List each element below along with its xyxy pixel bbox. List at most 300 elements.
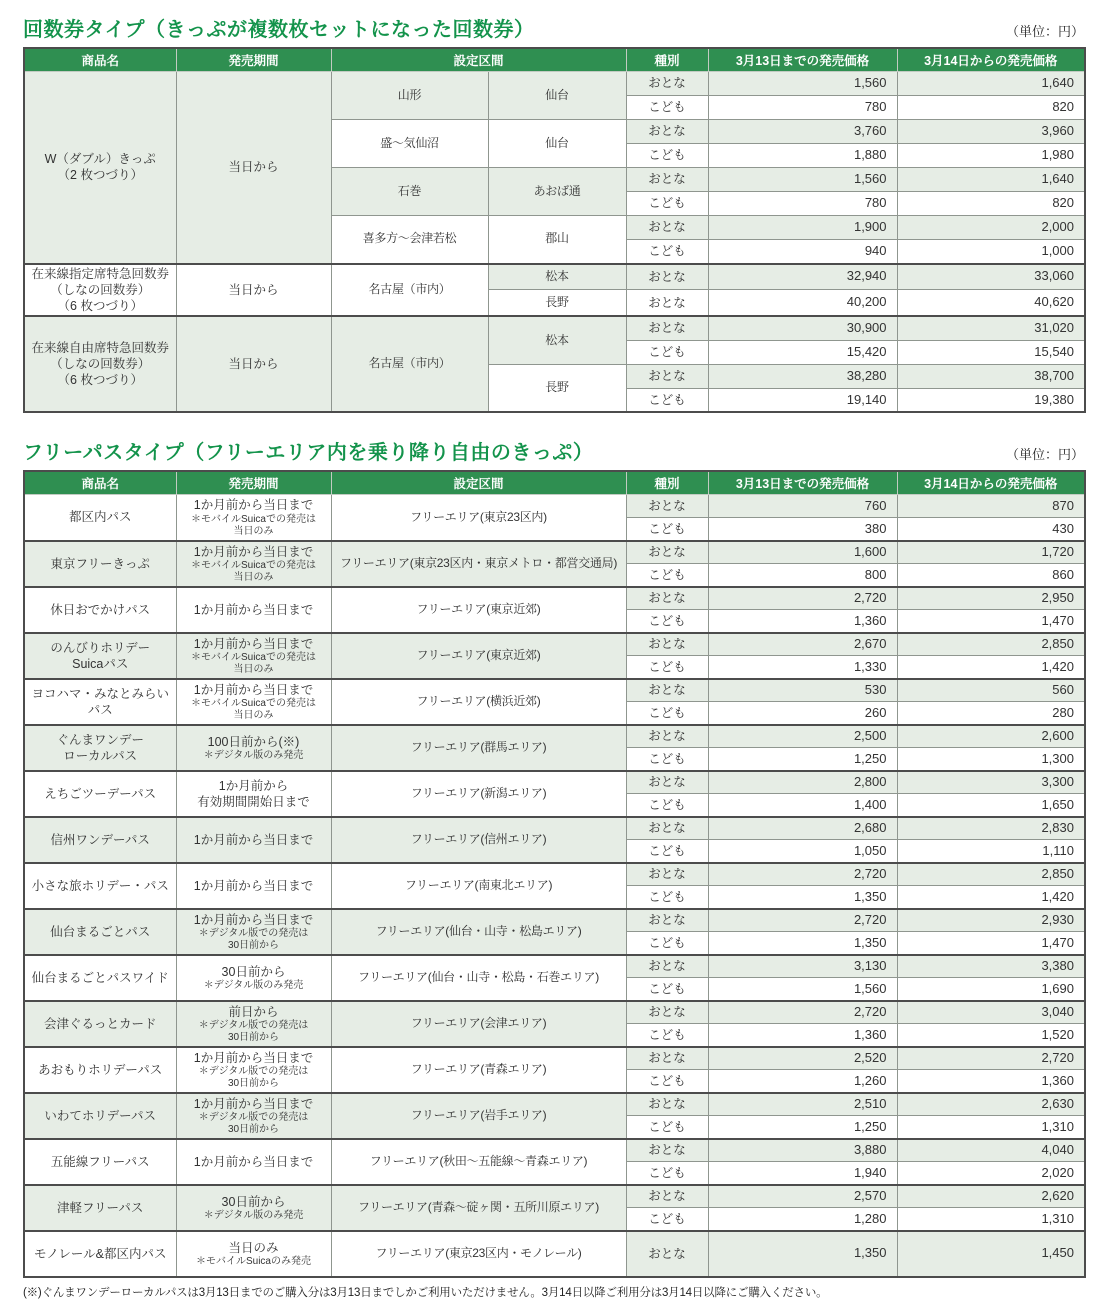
passenger-type-cell-text: おとな [648,172,686,187]
price-until-mar13-cell [708,794,897,817]
area-to-cell [488,290,626,316]
area-to-cell [488,120,626,168]
price-from-mar14-cell [897,863,1085,886]
price-until-mar13-cell [708,656,897,679]
price-from-mar14-cell [897,541,1085,564]
free-area-cell [331,771,626,817]
passenger-type-cell-text: こども [648,659,686,674]
passenger-type-cell [626,771,708,794]
free-area-cell-text: フリーエリア(群馬エリア) [410,739,547,754]
sale-period-cell-text: 1か月前から当日まで [193,682,314,697]
price-until-mar13-cell-text: 1,600 [853,544,887,560]
price-until-mar13-cell-text: 1,560 [853,171,887,187]
product-name-cell-text: のんびりホリデー [50,640,151,655]
price-from-mar14-cell-text: 1,520 [1041,1026,1074,1042]
price-until-mar13-cell-text: 1,360 [853,612,887,628]
passenger-type-cell [626,192,708,216]
price-from-mar14-cell [897,1116,1085,1139]
passenger-type-cell-text: おとな [648,867,686,882]
product-name-cell-text: パス [87,702,113,717]
product-name-cell [24,587,176,633]
price-from-mar14-cell [897,240,1085,264]
area-to-cell-text: 長野 [545,380,569,395]
passenger-type-cell [626,1024,708,1047]
price-until-mar13-cell [708,771,897,794]
price-from-mar14-cell-text: 1,690 [1041,980,1074,996]
price-from-mar14-cell-text: 1,420 [1041,658,1074,674]
column-header: 3月14日からの発売価格 [897,48,1085,72]
free-area-cell [331,1185,626,1231]
product-name-cell-text: モノレール&都区内パス [34,1246,167,1261]
price-until-mar13-cell [708,1185,897,1208]
passenger-type-cell [626,168,708,192]
price-from-mar14-cell [897,656,1085,679]
sale-period-cell-text: 100日前から(※) [207,734,300,749]
column-header: 発売期間 [176,471,331,495]
passenger-type-cell [626,240,708,264]
price-until-mar13-cell-text: 3,880 [853,1142,887,1158]
price-from-mar14-cell-text: 1,720 [1041,544,1074,560]
sale-period-cell-text: 有効期間開始日まで [197,794,310,809]
passenger-type-cell-text: おとな [648,1005,686,1020]
passenger-type-cell-text: おとな [648,683,686,698]
passenger-type-cell [626,1047,708,1070]
passenger-type-cell [626,1070,708,1093]
area-to-cell-text: あおば通 [533,183,581,198]
sale-period-cell-text: 当日から [228,282,279,297]
product-name-cell [24,1231,176,1277]
price-until-mar13-cell [708,978,897,1001]
price-until-mar13-cell-text: 2,570 [853,1188,887,1204]
passenger-type-cell-text: おとな [648,637,686,652]
price-until-mar13-cell [708,564,897,587]
price-until-mar13-cell-text: 1,280 [853,1210,887,1226]
passenger-type-cell-text: こども [648,981,686,996]
period-note: ＊モバイルSuicaでの発売は [190,651,316,663]
price-from-mar14-cell-text: 1,470 [1041,934,1074,950]
passenger-type-cell [626,120,708,144]
passenger-type-cell [626,909,708,932]
coupon-table-head [24,48,1085,72]
price-until-mar13-cell-text: 1,260 [853,1072,887,1088]
price-until-mar13-cell [708,610,897,633]
price-until-mar13-cell [708,216,897,240]
column-header: 設定区間 [331,48,626,72]
passenger-type-cell-text: おとな [648,76,686,91]
price-from-mar14-cell-text: 1,000 [1041,242,1075,258]
passenger-type-cell [626,216,708,240]
price-until-mar13-cell-text: 1,350 [853,1245,887,1261]
price-until-mar13-cell [708,264,897,290]
passenger-type-cell-text: おとな [648,220,686,235]
passenger-type-cell [626,144,708,168]
area-to-cell [488,216,626,264]
passenger-type-cell [626,316,708,340]
period-note: ＊デジタル版のみ発売 [203,749,304,761]
free-area-cell [331,863,626,909]
passenger-type-cell [626,1139,708,1162]
period-note: 当日のみ [233,525,274,537]
area-from-cell-text: 山形 [397,87,422,102]
area-to-cell [488,264,626,290]
product-name-cell [24,771,176,817]
price-until-mar13-cell [708,817,897,840]
price-from-mar14-cell-text: 1,980 [1041,147,1075,163]
price-from-mar14-cell-text: 560 [1052,682,1074,698]
price-from-mar14-cell-text: 1,650 [1041,796,1074,812]
free-area-cell [331,633,626,679]
price-until-mar13-cell [708,725,897,748]
price-from-mar14-cell [897,192,1085,216]
price-from-mar14-cell-text: 3,040 [1041,1004,1074,1020]
price-until-mar13-cell [708,748,897,771]
sale-period-cell [176,1047,331,1093]
product-name-cell [24,72,176,264]
table-row [24,1093,1085,1116]
sale-period-cell-text: 前日から [228,1004,279,1019]
area-from-cell-text: 石巻 [397,183,422,198]
column-header: 種別 [626,471,708,495]
table-row [24,955,1085,978]
sale-period-cell-text: 1か月前から当日まで [193,1154,314,1169]
sale-period-cell [176,1001,331,1047]
header-row [24,471,1085,495]
price-from-mar14-cell [897,564,1085,587]
free-area-cell [331,1139,626,1185]
price-until-mar13-cell [708,72,897,96]
period-note: 30日前から [227,1123,280,1135]
price-from-mar14-cell [897,1231,1085,1277]
passenger-type-cell-text: こども [648,244,686,259]
price-from-mar14-cell [897,1208,1085,1231]
passenger-type-cell [626,96,708,120]
price-from-mar14-cell [897,587,1085,610]
sale-period-cell [176,1139,331,1185]
sale-period-cell-text: 1か月前から当日まで [193,544,314,559]
sale-period-cell [176,1231,331,1277]
price-until-mar13-cell-text: 780 [864,195,887,211]
price-from-mar14-cell-text: 2,020 [1041,1164,1074,1180]
passenger-type-cell [626,633,708,656]
area-to-cell-text: 松本 [545,269,569,284]
price-from-mar14-cell [897,495,1085,518]
passenger-type-cell [626,817,708,840]
product-name-cell [24,1093,176,1139]
price-until-mar13-cell [708,240,897,264]
free-area-cell [331,679,626,725]
passenger-type-cell-text: こども [648,889,686,904]
area-from-cell-text: 盛～気仙沼 [380,135,439,150]
price-from-mar14-cell [897,72,1085,96]
sale-period-cell-text: 30日前から [221,964,286,979]
product-name-cell-text: 休日おでかけパス [50,602,151,617]
area-to-cell-text: 仙台 [545,135,569,150]
product-name-cell-text: （2 枚つづり） [57,168,143,183]
column-header: 商品名 [24,48,176,72]
passenger-type-cell-text: こども [648,843,686,858]
price-from-mar14-cell-text: 1,360 [1041,1072,1074,1088]
price-from-mar14-cell-text: 1,420 [1041,888,1074,904]
free-area-cell-text: フリーエリア(岩手エリア) [410,1107,547,1122]
passenger-type-cell [626,725,708,748]
price-from-mar14-cell [897,264,1085,290]
price-until-mar13-cell-text: 1,400 [853,796,887,812]
free-area-cell [331,725,626,771]
product-name-cell-text: 東京フリーきっぷ [50,556,150,571]
passenger-type-cell [626,656,708,679]
product-name-cell [24,316,176,412]
price-from-mar14-cell-text: 2,930 [1041,912,1074,928]
price-until-mar13-cell-text: 760 [864,497,887,513]
passenger-type-cell [626,518,708,541]
price-until-mar13-cell [708,679,897,702]
product-name-cell [24,955,176,1001]
sale-period-cell-text: 30日前から [221,1194,286,1209]
price-until-mar13-cell-text: 380 [864,520,887,536]
price-until-mar13-cell [708,932,897,955]
price-until-mar13-cell-text: 1,880 [853,147,887,163]
price-from-mar14-cell-text: 1,310 [1041,1210,1074,1226]
price-from-mar14-cell [897,771,1085,794]
passenger-type-cell [626,495,708,518]
passenger-type-cell [626,1185,708,1208]
free-area-cell-text: フリーエリア(東京近郊) [416,647,541,662]
period-note: ＊モバイルSuicaでの発売は [190,697,316,709]
table-row [24,1185,1085,1208]
price-from-mar14-cell [897,932,1085,955]
sale-period-cell [176,1093,331,1139]
free-area-cell [331,817,626,863]
free-area-cell-text: フリーエリア(東京23区内) [410,509,547,524]
price-from-mar14-cell [897,840,1085,863]
column-header: 商品名 [24,471,176,495]
price-until-mar13-cell-text: 2,520 [853,1050,887,1066]
price-until-mar13-cell [708,541,897,564]
table-row [24,264,1085,290]
coupon-table-body [24,72,1085,413]
passenger-type-cell [626,1231,708,1277]
passenger-type-cell [626,264,708,290]
free-area-cell-text: フリーエリア(会津エリア) [410,1015,547,1030]
period-note: ＊デジタル版での発売は [198,1111,309,1123]
passenger-type-cell [626,610,708,633]
price-until-mar13-cell [708,1162,897,1185]
free-area-cell-text: フリーエリア(秋田～五能線～青森エリア) [369,1153,588,1168]
header-row [24,48,1085,72]
price-from-mar14-cell [897,1093,1085,1116]
product-name-cell [24,863,176,909]
price-until-mar13-cell [708,702,897,725]
price-until-mar13-cell-text: 1,250 [853,1118,887,1134]
column-header: 3月13日までの発売価格 [708,471,897,495]
price-from-mar14-cell-text: 820 [1052,195,1075,211]
price-from-mar14-cell-text: 3,960 [1041,123,1075,139]
table-row [24,72,1085,96]
product-name-cell [24,495,176,541]
passenger-type-cell-text: おとな [648,1143,686,1158]
sale-period-cell-text: 1か月前から当日まで [193,878,314,893]
passenger-type-cell [626,932,708,955]
passenger-type-cell [626,1162,708,1185]
price-from-mar14-cell-text: 1,110 [1042,842,1074,858]
product-name-cell [24,633,176,679]
price-until-mar13-cell-text: 40,200 [846,294,887,310]
passenger-type-cell-text: こども [648,1073,686,1088]
area-from-cell [331,264,488,317]
free-area-cell-text: フリーエリア(東京23区内・東京メトロ・都営交通局) [339,555,618,570]
price-until-mar13-cell [708,388,897,412]
price-from-mar14-cell-text: 430 [1052,520,1074,536]
price-from-mar14-cell-text: 280 [1052,704,1074,720]
passenger-type-cell-text: こども [648,392,686,407]
price-until-mar13-cell-text: 1,940 [853,1164,887,1180]
product-name-cell [24,817,176,863]
price-until-mar13-cell-text: 1,250 [853,750,887,766]
price-from-mar14-cell-text: 1,640 [1041,75,1075,91]
area-to-cell [488,364,626,412]
passenger-type-cell [626,840,708,863]
passenger-type-cell-text: おとな [648,775,686,790]
period-note: ＊モバイルSuicaでの発売は [190,559,316,571]
price-from-mar14-cell [897,886,1085,909]
freepass-table-title: フリーパスタイプ（フリーエリア内を乗り降り自由のきっぷ） [23,442,594,465]
table-row [24,771,1085,794]
sale-period-cell [176,863,331,909]
passenger-type-cell-text: おとな [648,269,686,284]
product-name-cell-text: 信州ワンデーパス [50,832,150,847]
passenger-type-cell-text: こども [648,797,686,812]
passenger-type-cell [626,679,708,702]
product-name-cell-text: 在来線自由席特急回数券 [31,340,169,355]
price-from-mar14-cell-text: 2,950 [1041,590,1074,606]
passenger-type-cell [626,702,708,725]
price-from-mar14-cell [897,725,1085,748]
product-name-cell-text: ローカルパス [63,748,138,763]
sale-period-cell-text: 1か月前から [218,778,289,793]
sale-period-cell [176,587,331,633]
price-from-mar14-cell-text: 2,630 [1041,1096,1074,1112]
column-header: 3月14日からの発売価格 [897,471,1085,495]
product-name-cell [24,264,176,317]
product-name-cell-text: 津軽フリーパス [57,1200,144,1215]
passenger-type-cell [626,1001,708,1024]
area-to-cell-text: 仙台 [545,87,569,102]
product-name-cell-text: 仙台まるごとパスワイド [31,970,169,985]
sale-period-cell-text: 1か月前から当日まで [193,602,314,617]
passenger-type-cell-text: おとな [648,545,686,560]
price-until-mar13-cell-text: 2,800 [853,774,887,790]
freepass-table-head [24,471,1085,495]
price-from-mar14-cell-text: 40,620 [1034,294,1075,310]
price-until-mar13-cell-text: 1,350 [853,934,887,950]
price-from-mar14-cell [897,679,1085,702]
price-until-mar13-cell-text: 800 [864,566,887,582]
price-from-mar14-cell [897,364,1085,388]
price-until-mar13-cell-text: 1,560 [853,75,887,91]
area-to-cell [488,316,626,364]
free-area-cell-text: フリーエリア(青森～碇ヶ関・五所川原エリア) [358,1199,599,1214]
price-until-mar13-cell [708,1231,897,1277]
price-until-mar13-cell-text: 2,720 [853,866,887,882]
free-area-cell-text: フリーエリア(仙台・山寺・松島エリア) [375,923,582,938]
freepass-table-header-row [23,436,1084,465]
price-from-mar14-cell [897,1162,1085,1185]
passenger-type-cell [626,1116,708,1139]
passenger-type-cell [626,290,708,316]
price-from-mar14-cell-text: 19,380 [1034,391,1075,407]
free-area-cell [331,541,626,587]
passenger-type-cell-text: おとな [648,124,686,139]
price-from-mar14-cell [897,702,1085,725]
area-from-cell-text: 喜多方～会津若松 [362,231,457,246]
passenger-type-cell [626,72,708,96]
passenger-type-cell-text: こども [648,751,686,766]
product-name-cell-text: えちごツーデーパス [44,786,157,801]
price-from-mar14-cell-text: 1,310 [1041,1118,1074,1134]
passenger-type-cell-text: おとな [648,821,686,836]
footnote: (※)ぐんまワンデーローカルパスは3月13日までのご購入分は3月13日までしかご利用いただけません。3月14日以降ご利用分は3月14日以降にご購入ください。 [23,1286,828,1299]
passenger-type-cell-text: こども [648,613,686,628]
price-from-mar14-cell-text: 33,060 [1034,268,1075,284]
column-header: 発売期間 [176,48,331,72]
passenger-type-cell-text: こども [648,567,686,582]
table-row [24,817,1085,840]
sale-period-cell [176,633,331,679]
product-name-cell-text: ヨコハマ・みなとみらい [31,686,169,701]
free-area-cell-text: フリーエリア(仙台・山寺・松島・石巻エリア) [358,969,599,984]
period-note: 30日前から [227,1077,280,1089]
price-from-mar14-cell [897,955,1085,978]
free-area-cell [331,1001,626,1047]
sale-period-cell [176,1185,331,1231]
price-from-mar14-cell-text: 1,300 [1041,750,1074,766]
sale-period-cell [176,955,331,1001]
price-from-mar14-cell-text: 860 [1052,566,1074,582]
price-from-mar14-cell [897,1047,1085,1070]
price-from-mar14-cell [897,1139,1085,1162]
price-until-mar13-cell [708,633,897,656]
product-name-cell-text: （6 枚つづり） [57,373,143,388]
price-until-mar13-cell [708,1139,897,1162]
passenger-type-cell [626,388,708,412]
product-name-cell [24,541,176,587]
price-until-mar13-cell [708,495,897,518]
free-area-cell [331,495,626,541]
price-from-mar14-cell-text: 1,470 [1041,612,1074,628]
area-from-cell-text: 名古屋（市内） [368,356,451,371]
sale-period-cell [176,909,331,955]
area-to-cell [488,72,626,120]
product-name-cell-text: 仙台まるごとパス [50,924,151,939]
price-until-mar13-cell [708,1001,897,1024]
price-until-mar13-cell [708,1047,897,1070]
price-from-mar14-cell-text: 2,000 [1041,219,1075,235]
product-name-cell [24,679,176,725]
price-until-mar13-cell [708,840,897,863]
product-name-cell [24,909,176,955]
passenger-type-cell-text: おとな [648,499,686,514]
table-row [24,495,1085,518]
product-name-cell [24,1139,176,1185]
price-until-mar13-cell [708,96,897,120]
area-from-cell-text: 名古屋（市内） [368,282,451,297]
passenger-type-cell [626,340,708,364]
price-until-mar13-cell [708,909,897,932]
price-until-mar13-cell [708,863,897,886]
sale-period-cell [176,817,331,863]
free-pass-table [23,470,1086,1278]
area-from-cell [331,120,488,168]
